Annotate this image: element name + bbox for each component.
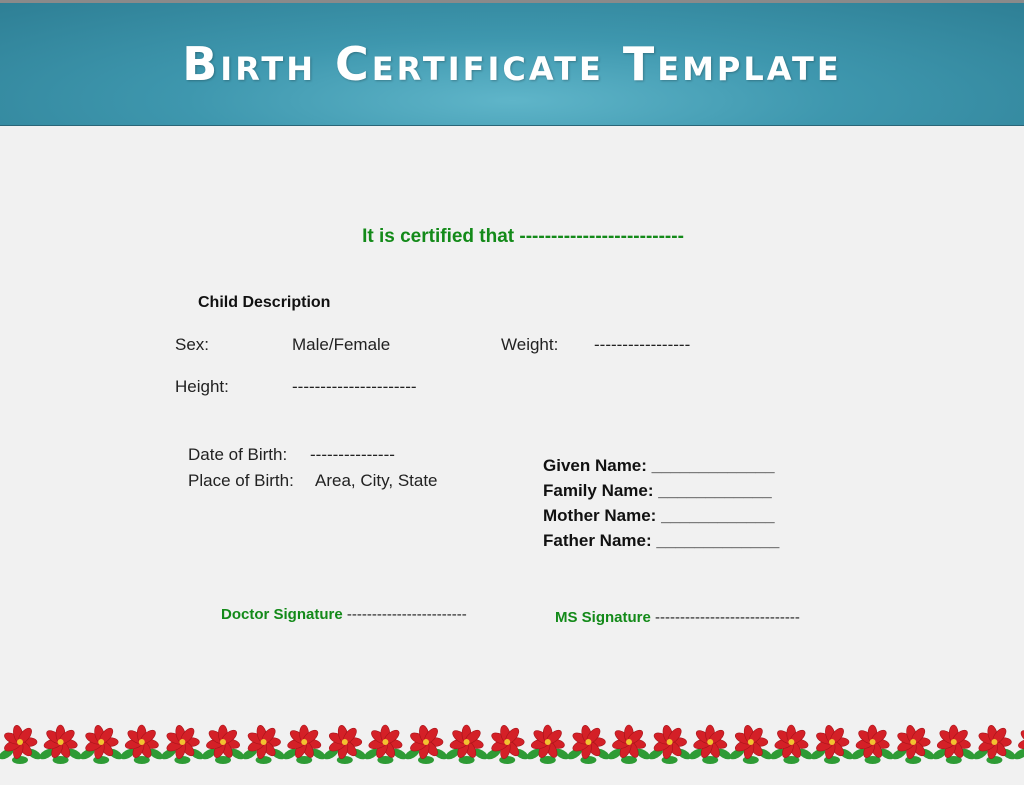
poinsettia-icon [362,725,408,764]
poinsettia-icon [728,724,774,764]
mother-name-field: Mother Name: ____________ [543,506,775,525]
ms-signature-label: MS Signature [555,609,651,626]
poinsettia-icon [281,725,327,764]
poinsettia-border [0,720,1024,766]
poinsettia-icon [78,724,124,764]
sex-label: Sex: [175,335,210,354]
page-title: Birth Certificate Template [182,37,842,91]
poinsettia-icon [931,725,977,764]
doctor-signature-label: Doctor Signature [221,606,343,623]
poinsettia-icon [565,724,611,764]
poinsettia-icon [403,724,449,764]
place-of-birth-value: Area, City, State [315,471,438,490]
sex-value: Male/Female [292,335,391,354]
height-value: ---------------------- [292,377,417,396]
poinsettia-icon [444,725,490,764]
poinsettia-icon [687,725,733,764]
poinsettia-icon [606,725,652,764]
poinsettia-icon [241,724,287,764]
poinsettia-icon [971,724,1017,764]
poinsettia-icon [890,724,936,764]
ms-signature [555,609,800,626]
certified-statement: It is certified that -------------------------- [362,226,684,247]
header-banner [0,0,1024,126]
poinsettia-icon [119,725,165,764]
doctor-signature [221,606,467,623]
date-of-birth-value: --------------- [310,445,395,464]
poinsettia-icon [850,725,896,764]
height-label: Height: [175,377,229,396]
poinsettia-icon [159,724,205,764]
place-of-birth-label: Place of Birth: [188,471,294,490]
given-name-field: Given Name: _____________ [543,456,775,475]
poinsettia-icon [484,724,530,764]
poinsettia-icon [768,725,814,764]
father-name-field: Father Name: _____________ [543,531,780,550]
poinsettia-icon [525,725,571,764]
weight-label: Weight: [501,335,559,354]
poinsettia-icon [38,725,84,764]
date-of-birth-label: Date of Birth: [188,445,288,464]
poinsettia-icon [200,725,246,764]
poinsettia-icon [809,724,855,764]
family-name-field: Family Name: ____________ [543,481,772,500]
child-description-heading: Child Description [198,294,331,311]
poinsettia-icon [322,724,368,764]
doctor-signature-line: ------------------------ [346,606,467,623]
poinsettia-icon [647,724,693,764]
weight-value: ----------------- [594,335,691,354]
poinsettia-icon [0,724,43,764]
ms-signature-line: ----------------------------- [655,609,800,626]
poinsettia-border-svg [0,720,1024,766]
